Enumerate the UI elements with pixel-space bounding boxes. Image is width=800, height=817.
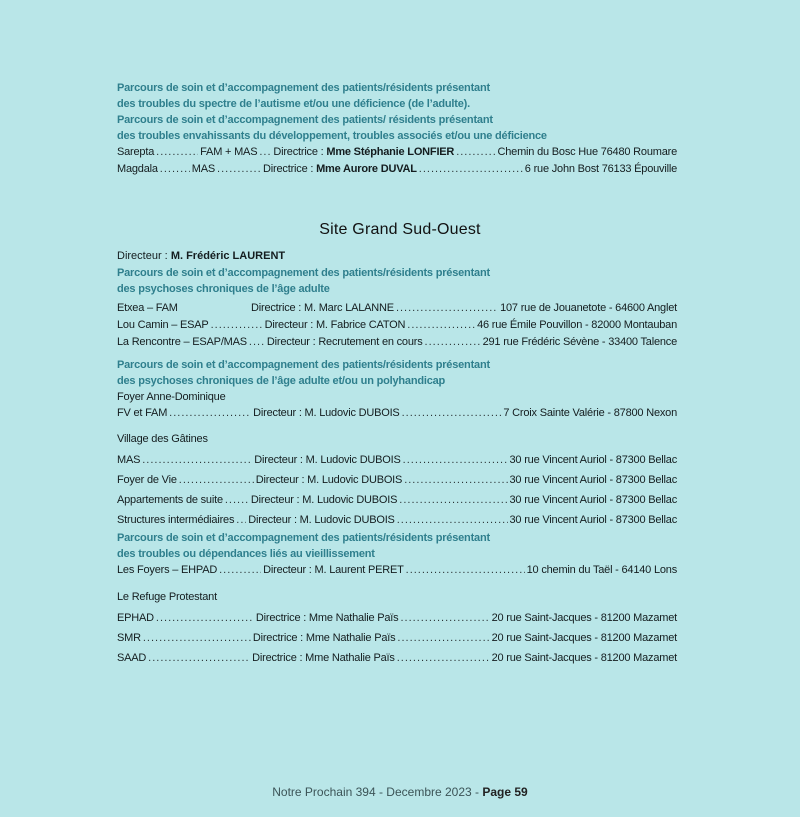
page-number: Page 59 [482, 785, 528, 799]
entry-name: Structures intermédiaires [117, 514, 235, 526]
entry-row [117, 610, 677, 630]
entry-role: Directeur : M. Ludovic DUBOIS [254, 454, 401, 466]
entry-row [117, 144, 677, 161]
entry-address: 30 rue Vincent Auriol - 87300 Bellac [509, 494, 677, 506]
entry-address: 291 rue Frédéric Sévène - 33400 Talence [482, 336, 677, 348]
section-heading: Parcours de soin et d’accompagnement des patients/résidents présentant [117, 82, 490, 94]
section-heading: des psychoses chroniques de l’âge adulte et/ou un polyhandicap [117, 375, 446, 387]
section-heading: Parcours de soin et d’accompagnement des patients/résidents présentant [117, 532, 490, 544]
section-heading: des troubles envahissants du développement, troubles associés et/ou une déficience [117, 130, 547, 142]
entry-address: 10 chemin du Taël - 64140 Lons [526, 564, 677, 576]
footer-text: Notre Prochain 394 - Decembre 2023 - [272, 785, 483, 799]
entry-address: 30 rue Vincent Auriol - 87300 Bellac [509, 474, 677, 486]
entry-name: SMR [117, 632, 141, 644]
entry-name: Magdala [117, 163, 158, 175]
top-section [117, 80, 677, 178]
entry-name: Lou Camin – ESAP [117, 319, 209, 331]
entry-address: 7 Croix Sainte Valérie - 87800 Nexon [503, 407, 677, 419]
entry-row [117, 300, 677, 317]
section-heading: Parcours de soin et d’accompagnement des patients/ résidents présentant [117, 114, 493, 126]
section-heading: des troubles ou dépendances liés au vieillissement [117, 548, 375, 560]
entry-row [117, 405, 677, 422]
entry-row [117, 472, 677, 492]
entry-role: Directeur : Recrutement en cours [266, 336, 423, 348]
entry-address: 46 rue Émile Pouvillon - 82000 Montauban [477, 319, 677, 331]
entry-person: Mme Aurore DUVAL [316, 163, 417, 175]
entry-name: La Rencontre – ESAP/MAS [117, 336, 247, 348]
entry-row [117, 630, 677, 650]
entry-row [117, 161, 677, 178]
entry-name: Les Foyers – EHPAD [117, 564, 218, 576]
entry-role: Directrice : Mme Nathalie Païs [255, 612, 399, 624]
group-psychoses [117, 265, 677, 351]
section-heading: des psychoses chroniques de l’âge adulte [117, 283, 330, 295]
entry-name: MAS [117, 454, 141, 466]
entry-role: Directeur : M. Laurent PERET [263, 564, 404, 576]
entry-address: 20 rue Saint-Jacques - 81200 Mazamet [491, 612, 677, 624]
entry-type: MAS [191, 163, 216, 175]
group-polyhandicap [117, 357, 677, 532]
entry-row [117, 512, 677, 532]
entry-name: Foyer de Vie [117, 474, 177, 486]
entry-address: 20 rue Saint-Jacques - 81200 Mazamet [491, 652, 677, 664]
entry-role: Directeur : M. Ludovic DUBOIS [255, 474, 403, 486]
page-footer [0, 785, 800, 799]
entry-address: 20 rue Saint-Jacques - 81200 Mazamet [491, 632, 677, 644]
entry-address: 30 rue Vincent Auriol - 87300 Bellac [509, 514, 677, 526]
establishment-title: Le Refuge Protestant [117, 591, 217, 603]
establishment-title: Village des Gâtines [117, 433, 208, 445]
entry-row [117, 452, 677, 472]
entry-name: SAAD [117, 652, 147, 664]
entry-role: Directeur : M. Fabrice CATON [264, 319, 406, 331]
entry-type: FAM + MAS [200, 146, 258, 158]
entry-name: Appartements de suite [117, 494, 223, 506]
establishment-title: Foyer Anne-Dominique [117, 391, 226, 403]
entry-address: 107 rue de Jouanetote - 64600 Anglet [500, 302, 677, 314]
entry-person: Mme Stéphanie LONFIER [326, 146, 455, 158]
entry-role: Directrice : [263, 163, 314, 175]
director-name: M. Frédéric LAURENT [170, 250, 286, 262]
entry-role: Directrice : [273, 146, 324, 158]
entry-row [117, 650, 677, 670]
entry-role: Directeur : M. Ludovic DUBOIS [248, 514, 395, 526]
section-heading: Parcours de soin et d’accompagnement des patients/résidents présentant [117, 359, 490, 371]
entry-row [117, 317, 677, 334]
entry-role: Directrice : Mme Nathalie Païs [252, 652, 395, 664]
entry-address: 6 rue John Bost 76133 Épouville [524, 163, 677, 175]
site-title: Site Grand Sud-Ouest [319, 221, 481, 238]
entry-role: Directeur : M. Ludovic DUBOIS [250, 494, 398, 506]
entry-address: Chemin du Bosc Hue 76480 Roumare [497, 146, 677, 158]
entry-row [117, 492, 677, 512]
entry-row [117, 562, 677, 579]
group-vieillissement [117, 530, 677, 670]
section-heading: des troubles du spectre de l’autisme et/ou une déficience (de l’adulte). [117, 98, 470, 110]
entry-name: EPHAD [117, 612, 154, 624]
entry-row [117, 334, 677, 351]
entry-role: Directeur : M. Ludovic DUBOIS [253, 407, 400, 419]
entry-role: Directrice : M. Marc LALANNE [251, 302, 394, 314]
site-director [117, 248, 677, 264]
entry-name: Sarepta [117, 146, 155, 158]
entry-address: 30 rue Vincent Auriol - 87300 Bellac [509, 454, 677, 466]
entry-name: FV et FAM [117, 407, 168, 419]
section-heading: Parcours de soin et d’accompagnement des patients/résidents présentant [117, 267, 490, 279]
entry-name: Etxea – FAM [117, 302, 178, 314]
entry-role: Directrice : Mme Nathalie Païs [252, 632, 396, 644]
director-label: Directeur : [117, 250, 168, 262]
